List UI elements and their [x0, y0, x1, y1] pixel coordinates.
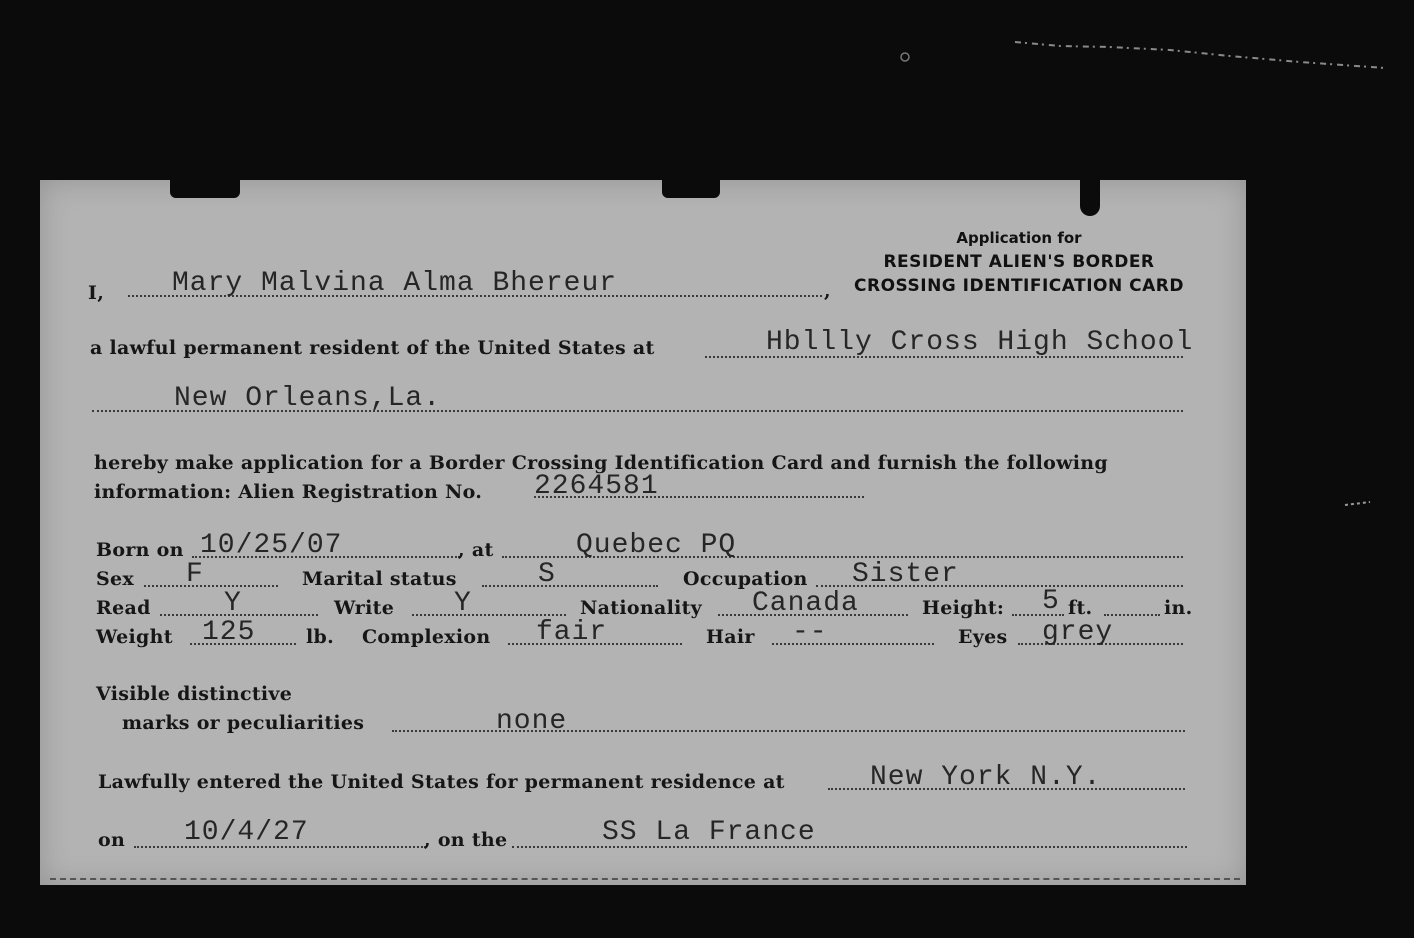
label-sex: Sex [96, 568, 135, 590]
hair-value: -- [792, 617, 828, 648]
label-read: Read [96, 597, 151, 619]
label-marital-status: Marital status [302, 568, 457, 590]
eyes-value: grey [1042, 617, 1114, 648]
born-date: 10/25/07 [200, 530, 343, 561]
applicant-name: Mary Malvina Alma Bhereur [172, 268, 618, 299]
write-line [412, 614, 566, 616]
entry-place: New York N.Y. [870, 762, 1102, 793]
label-complexion: Complexion [362, 626, 491, 648]
label-marks-peculiarities: marks or peculiarities [122, 712, 365, 734]
card-hole [662, 176, 720, 198]
weight-value: 125 [202, 617, 256, 648]
title-line-2: RESIDENT ALIEN'S BORDER [883, 252, 1155, 272]
address-line-2-value: New Orleans,La. [174, 383, 442, 414]
nationality-value: Canada [752, 588, 859, 619]
card-hole [170, 176, 240, 198]
ship-name: SS La France [602, 817, 816, 848]
alien-reg-number: 2264581 [534, 471, 659, 502]
title-line-3: CROSSING IDENTIFICATION CARD [854, 276, 1184, 296]
label-born-on: Born on [96, 539, 184, 561]
title-line-1: Application for [956, 229, 1082, 247]
label-eyes: Eyes [958, 626, 1008, 648]
height-ft-value: 5 [1042, 586, 1060, 617]
label-resident-at: a lawful permanent resident of the United States at [90, 337, 655, 359]
label-comma: , [824, 280, 831, 302]
label-i: I, [88, 282, 105, 304]
label-weight: Weight [96, 626, 173, 648]
label-occupation: Occupation [683, 568, 808, 590]
label-in: in. [1164, 597, 1193, 619]
height-in-line [1104, 614, 1160, 616]
marital-status-value: S [538, 559, 556, 590]
label-lawfully-entered: Lawfully entered the United States for permanent residence at [98, 771, 785, 793]
write-value: Y [454, 588, 472, 619]
label-height: Height: [922, 597, 1005, 619]
sex-line [144, 585, 278, 587]
card-title [854, 226, 1184, 298]
card-bottom-edge [50, 878, 1240, 880]
marks-value: none [496, 706, 568, 737]
occupation-value: Sister [852, 559, 959, 590]
entry-date: 10/4/27 [184, 817, 309, 848]
label-visible-distinctive: Visible distinctive [96, 683, 293, 705]
sex-value: F [186, 559, 204, 590]
label-write: Write [334, 597, 395, 619]
statement-line-2: information: Alien Registration No. [94, 481, 483, 503]
born-place: Quebec PQ [576, 530, 737, 561]
complexion-value: fair [536, 617, 608, 648]
label-hair: Hair [706, 626, 755, 648]
marital-status-line [482, 585, 658, 587]
label-lb: lb. [306, 626, 335, 648]
label-at: , at [458, 539, 494, 561]
card-hole [1080, 176, 1100, 216]
read-value: Y [224, 588, 242, 619]
statement-line-1: hereby make application for a Border Crossing Identification Card and furnish the following [94, 452, 1108, 474]
label-on: on [98, 829, 126, 851]
label-ft: ft. [1068, 597, 1093, 619]
label-on-the: , on the [424, 829, 508, 851]
application-card [40, 180, 1246, 885]
address-line-1-value: Hbllly Cross High School [766, 327, 1194, 358]
label-nationality: Nationality [580, 597, 703, 619]
